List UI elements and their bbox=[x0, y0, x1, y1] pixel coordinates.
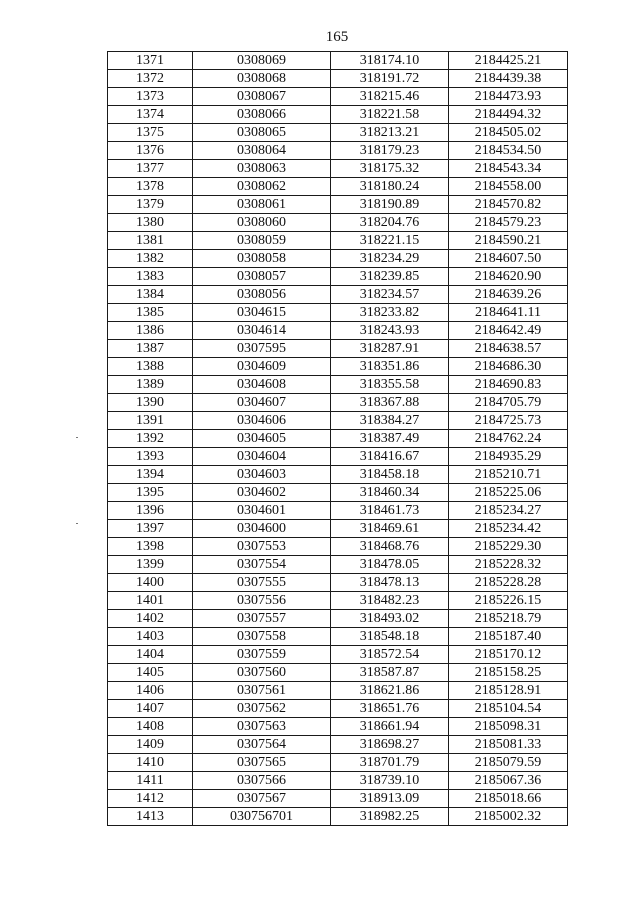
table-row bbox=[108, 88, 568, 106]
point-code-cell: 0308069 bbox=[193, 52, 331, 70]
point-number-cell: 1406 bbox=[108, 682, 193, 700]
table-row bbox=[108, 574, 568, 592]
x-coordinate-cell: 318174.10 bbox=[331, 52, 449, 70]
point-code-cell: 0307565 bbox=[193, 754, 331, 772]
point-code-cell: 0308067 bbox=[193, 88, 331, 106]
y-coordinate-cell: 2185128.91 bbox=[449, 682, 568, 700]
point-code-cell: 0308057 bbox=[193, 268, 331, 286]
x-coordinate-cell: 318190.89 bbox=[331, 196, 449, 214]
point-code-cell: 0307563 bbox=[193, 718, 331, 736]
point-code-cell: 0304604 bbox=[193, 448, 331, 466]
table-row bbox=[108, 430, 568, 448]
table-row bbox=[108, 718, 568, 736]
table-row bbox=[108, 520, 568, 538]
y-coordinate-cell: 2185218.79 bbox=[449, 610, 568, 628]
x-coordinate-cell: 318460.34 bbox=[331, 484, 449, 502]
point-number-cell: 1385 bbox=[108, 304, 193, 322]
point-number-cell: 1377 bbox=[108, 160, 193, 178]
point-code-cell: 0304614 bbox=[193, 322, 331, 340]
x-coordinate-cell: 318461.73 bbox=[331, 502, 449, 520]
x-coordinate-cell: 318587.87 bbox=[331, 664, 449, 682]
y-coordinate-cell: 2185234.27 bbox=[449, 502, 568, 520]
point-code-cell: 0308066 bbox=[193, 106, 331, 124]
point-number-cell: 1405 bbox=[108, 664, 193, 682]
x-coordinate-cell: 318913.09 bbox=[331, 790, 449, 808]
point-number-cell: 1401 bbox=[108, 592, 193, 610]
y-coordinate-cell: 2184762.24 bbox=[449, 430, 568, 448]
y-coordinate-cell: 2184425.21 bbox=[449, 52, 568, 70]
point-number-cell: 1374 bbox=[108, 106, 193, 124]
y-coordinate-cell: 2184494.32 bbox=[449, 106, 568, 124]
point-number-cell: 1399 bbox=[108, 556, 193, 574]
y-coordinate-cell: 2185170.12 bbox=[449, 646, 568, 664]
y-coordinate-cell: 2184705.79 bbox=[449, 394, 568, 412]
y-coordinate-cell: 2185018.66 bbox=[449, 790, 568, 808]
x-coordinate-cell: 318191.72 bbox=[331, 70, 449, 88]
x-coordinate-cell: 318204.76 bbox=[331, 214, 449, 232]
x-coordinate-cell: 318179.23 bbox=[331, 142, 449, 160]
table-row bbox=[108, 106, 568, 124]
point-number-cell: 1395 bbox=[108, 484, 193, 502]
table-row bbox=[108, 466, 568, 484]
table-row bbox=[108, 610, 568, 628]
point-number-cell: 1383 bbox=[108, 268, 193, 286]
table-row bbox=[108, 376, 568, 394]
x-coordinate-cell: 318287.91 bbox=[331, 340, 449, 358]
table-row bbox=[108, 736, 568, 754]
table-row bbox=[108, 250, 568, 268]
table-row bbox=[108, 322, 568, 340]
point-number-cell: 1389 bbox=[108, 376, 193, 394]
table-row bbox=[108, 808, 568, 826]
point-code-cell: 0307562 bbox=[193, 700, 331, 718]
x-coordinate-cell: 318355.58 bbox=[331, 376, 449, 394]
point-code-cell: 0304609 bbox=[193, 358, 331, 376]
x-coordinate-cell: 318234.57 bbox=[331, 286, 449, 304]
y-coordinate-cell: 2184558.00 bbox=[449, 178, 568, 196]
table-row bbox=[108, 304, 568, 322]
table-row bbox=[108, 556, 568, 574]
y-coordinate-cell: 2184543.34 bbox=[449, 160, 568, 178]
y-coordinate-cell: 2184590.21 bbox=[449, 232, 568, 250]
table-row bbox=[108, 52, 568, 70]
x-coordinate-cell: 318215.46 bbox=[331, 88, 449, 106]
coordinates-table bbox=[107, 51, 568, 826]
point-number-cell: 1410 bbox=[108, 754, 193, 772]
y-coordinate-cell: 2185098.31 bbox=[449, 718, 568, 736]
y-coordinate-cell: 2184620.90 bbox=[449, 268, 568, 286]
point-number-cell: 1372 bbox=[108, 70, 193, 88]
y-coordinate-cell: 2185002.32 bbox=[449, 808, 568, 826]
point-number-cell: 1376 bbox=[108, 142, 193, 160]
y-coordinate-cell: 2184935.29 bbox=[449, 448, 568, 466]
table-row bbox=[108, 70, 568, 88]
table-row bbox=[108, 772, 568, 790]
x-coordinate-cell: 318384.27 bbox=[331, 412, 449, 430]
point-number-cell: 1411 bbox=[108, 772, 193, 790]
point-number-cell: 1390 bbox=[108, 394, 193, 412]
y-coordinate-cell: 2185226.15 bbox=[449, 592, 568, 610]
table-row bbox=[108, 124, 568, 142]
point-number-cell: 1387 bbox=[108, 340, 193, 358]
y-coordinate-cell: 2184638.57 bbox=[449, 340, 568, 358]
point-number-cell: 1403 bbox=[108, 628, 193, 646]
table-row bbox=[108, 448, 568, 466]
point-number-cell: 1384 bbox=[108, 286, 193, 304]
point-number-cell: 1386 bbox=[108, 322, 193, 340]
point-code-cell: 0304606 bbox=[193, 412, 331, 430]
point-number-cell: 1378 bbox=[108, 178, 193, 196]
table-row bbox=[108, 268, 568, 286]
point-code-cell: 0307564 bbox=[193, 736, 331, 754]
table-row bbox=[108, 340, 568, 358]
table-row bbox=[108, 700, 568, 718]
point-code-cell: 0304605 bbox=[193, 430, 331, 448]
point-code-cell: 0304608 bbox=[193, 376, 331, 394]
table-row bbox=[108, 754, 568, 772]
x-coordinate-cell: 318239.85 bbox=[331, 268, 449, 286]
table-row bbox=[108, 790, 568, 808]
point-code-cell: 0307595 bbox=[193, 340, 331, 358]
x-coordinate-cell: 318180.24 bbox=[331, 178, 449, 196]
x-coordinate-cell: 318221.58 bbox=[331, 106, 449, 124]
point-number-cell: 1381 bbox=[108, 232, 193, 250]
x-coordinate-cell: 318482.23 bbox=[331, 592, 449, 610]
y-coordinate-cell: 2185228.28 bbox=[449, 574, 568, 592]
y-coordinate-cell: 2185234.42 bbox=[449, 520, 568, 538]
point-code-cell: 0304602 bbox=[193, 484, 331, 502]
point-number-cell: 1373 bbox=[108, 88, 193, 106]
table-body bbox=[108, 52, 568, 826]
table-row bbox=[108, 196, 568, 214]
point-code-cell: 0307559 bbox=[193, 646, 331, 664]
point-code-cell: 0304615 bbox=[193, 304, 331, 322]
table-row bbox=[108, 664, 568, 682]
y-coordinate-cell: 2184690.83 bbox=[449, 376, 568, 394]
y-coordinate-cell: 2185187.40 bbox=[449, 628, 568, 646]
y-coordinate-cell: 2184725.73 bbox=[449, 412, 568, 430]
x-coordinate-cell: 318701.79 bbox=[331, 754, 449, 772]
point-number-cell: 1380 bbox=[108, 214, 193, 232]
point-code-cell: 0304600 bbox=[193, 520, 331, 538]
point-number-cell: 1392 bbox=[108, 430, 193, 448]
table-row bbox=[108, 484, 568, 502]
x-coordinate-cell: 318698.27 bbox=[331, 736, 449, 754]
point-number-cell: 1400 bbox=[108, 574, 193, 592]
point-code-cell: 0308056 bbox=[193, 286, 331, 304]
y-coordinate-cell: 2184641.11 bbox=[449, 304, 568, 322]
y-coordinate-cell: 2184570.82 bbox=[449, 196, 568, 214]
point-code-cell: 0308064 bbox=[193, 142, 331, 160]
x-coordinate-cell: 318458.18 bbox=[331, 466, 449, 484]
x-coordinate-cell: 318469.61 bbox=[331, 520, 449, 538]
x-coordinate-cell: 318243.93 bbox=[331, 322, 449, 340]
y-coordinate-cell: 2185158.25 bbox=[449, 664, 568, 682]
point-number-cell: 1413 bbox=[108, 808, 193, 826]
point-number-cell: 1396 bbox=[108, 502, 193, 520]
point-code-cell: 0307557 bbox=[193, 610, 331, 628]
y-coordinate-cell: 2184639.26 bbox=[449, 286, 568, 304]
point-code-cell: 0308062 bbox=[193, 178, 331, 196]
x-coordinate-cell: 318493.02 bbox=[331, 610, 449, 628]
point-number-cell: 1407 bbox=[108, 700, 193, 718]
x-coordinate-cell: 318234.29 bbox=[331, 250, 449, 268]
point-number-cell: 1404 bbox=[108, 646, 193, 664]
x-coordinate-cell: 318572.54 bbox=[331, 646, 449, 664]
x-coordinate-cell: 318351.86 bbox=[331, 358, 449, 376]
y-coordinate-cell: 2185225.06 bbox=[449, 484, 568, 502]
point-number-cell: 1408 bbox=[108, 718, 193, 736]
y-coordinate-cell: 2184579.23 bbox=[449, 214, 568, 232]
point-number-cell: 1375 bbox=[108, 124, 193, 142]
point-code-cell: 0308060 bbox=[193, 214, 331, 232]
table-row bbox=[108, 160, 568, 178]
y-coordinate-cell: 2184607.50 bbox=[449, 250, 568, 268]
point-code-cell: 0308068 bbox=[193, 70, 331, 88]
table-row bbox=[108, 646, 568, 664]
point-code-cell: 0307553 bbox=[193, 538, 331, 556]
y-coordinate-cell: 2185229.30 bbox=[449, 538, 568, 556]
y-coordinate-cell: 2184505.02 bbox=[449, 124, 568, 142]
y-coordinate-cell: 2185228.32 bbox=[449, 556, 568, 574]
x-coordinate-cell: 318548.18 bbox=[331, 628, 449, 646]
point-number-cell: 1394 bbox=[108, 466, 193, 484]
point-number-cell: 1391 bbox=[108, 412, 193, 430]
y-coordinate-cell: 2184439.38 bbox=[449, 70, 568, 88]
table-row bbox=[108, 232, 568, 250]
x-coordinate-cell: 318213.21 bbox=[331, 124, 449, 142]
point-code-cell: 0307566 bbox=[193, 772, 331, 790]
point-code-cell: 0308061 bbox=[193, 196, 331, 214]
table-row bbox=[108, 286, 568, 304]
point-code-cell: 0308059 bbox=[193, 232, 331, 250]
table-row bbox=[108, 628, 568, 646]
point-number-cell: 1412 bbox=[108, 790, 193, 808]
point-number-cell: 1388 bbox=[108, 358, 193, 376]
point-code-cell: 0307555 bbox=[193, 574, 331, 592]
point-code-cell: 0304607 bbox=[193, 394, 331, 412]
x-coordinate-cell: 318661.94 bbox=[331, 718, 449, 736]
table-row bbox=[108, 394, 568, 412]
table-row bbox=[108, 502, 568, 520]
y-coordinate-cell: 2184686.30 bbox=[449, 358, 568, 376]
point-number-cell: 1398 bbox=[108, 538, 193, 556]
point-number-cell: 1393 bbox=[108, 448, 193, 466]
y-coordinate-cell: 2185104.54 bbox=[449, 700, 568, 718]
x-coordinate-cell: 318982.25 bbox=[331, 808, 449, 826]
table-row bbox=[108, 682, 568, 700]
point-number-cell: 1409 bbox=[108, 736, 193, 754]
x-coordinate-cell: 318175.32 bbox=[331, 160, 449, 178]
table-row bbox=[108, 538, 568, 556]
point-code-cell: 0308058 bbox=[193, 250, 331, 268]
point-number-cell: 1371 bbox=[108, 52, 193, 70]
point-number-cell: 1397 bbox=[108, 520, 193, 538]
y-coordinate-cell: 2185079.59 bbox=[449, 754, 568, 772]
point-number-cell: 1379 bbox=[108, 196, 193, 214]
table-row bbox=[108, 358, 568, 376]
point-code-cell: 030756701 bbox=[193, 808, 331, 826]
table-row bbox=[108, 214, 568, 232]
x-coordinate-cell: 318387.49 bbox=[331, 430, 449, 448]
x-coordinate-cell: 318367.88 bbox=[331, 394, 449, 412]
table-row bbox=[108, 592, 568, 610]
y-coordinate-cell: 2184642.49 bbox=[449, 322, 568, 340]
point-code-cell: 0307567 bbox=[193, 790, 331, 808]
point-code-cell: 0307561 bbox=[193, 682, 331, 700]
point-code-cell: 0307554 bbox=[193, 556, 331, 574]
x-coordinate-cell: 318416.67 bbox=[331, 448, 449, 466]
point-code-cell: 0304601 bbox=[193, 502, 331, 520]
x-coordinate-cell: 318233.82 bbox=[331, 304, 449, 322]
y-coordinate-cell: 2185210.71 bbox=[449, 466, 568, 484]
point-code-cell: 0308063 bbox=[193, 160, 331, 178]
page-number: 165 bbox=[325, 29, 349, 45]
point-number-cell: 1402 bbox=[108, 610, 193, 628]
x-coordinate-cell: 318478.05 bbox=[331, 556, 449, 574]
point-code-cell: 0307558 bbox=[193, 628, 331, 646]
scan-speck bbox=[76, 437, 78, 438]
x-coordinate-cell: 318221.15 bbox=[331, 232, 449, 250]
y-coordinate-cell: 2185067.36 bbox=[449, 772, 568, 790]
table-row bbox=[108, 178, 568, 196]
x-coordinate-cell: 318468.76 bbox=[331, 538, 449, 556]
table-row bbox=[108, 142, 568, 160]
x-coordinate-cell: 318621.86 bbox=[331, 682, 449, 700]
point-code-cell: 0307556 bbox=[193, 592, 331, 610]
table-row bbox=[108, 412, 568, 430]
x-coordinate-cell: 318739.10 bbox=[331, 772, 449, 790]
x-coordinate-cell: 318651.76 bbox=[331, 700, 449, 718]
point-code-cell: 0304603 bbox=[193, 466, 331, 484]
scan-speck bbox=[76, 523, 78, 524]
y-coordinate-cell: 2184473.93 bbox=[449, 88, 568, 106]
y-coordinate-cell: 2185081.33 bbox=[449, 736, 568, 754]
x-coordinate-cell: 318478.13 bbox=[331, 574, 449, 592]
point-code-cell: 0308065 bbox=[193, 124, 331, 142]
y-coordinate-cell: 2184534.50 bbox=[449, 142, 568, 160]
point-code-cell: 0307560 bbox=[193, 664, 331, 682]
point-number-cell: 1382 bbox=[108, 250, 193, 268]
